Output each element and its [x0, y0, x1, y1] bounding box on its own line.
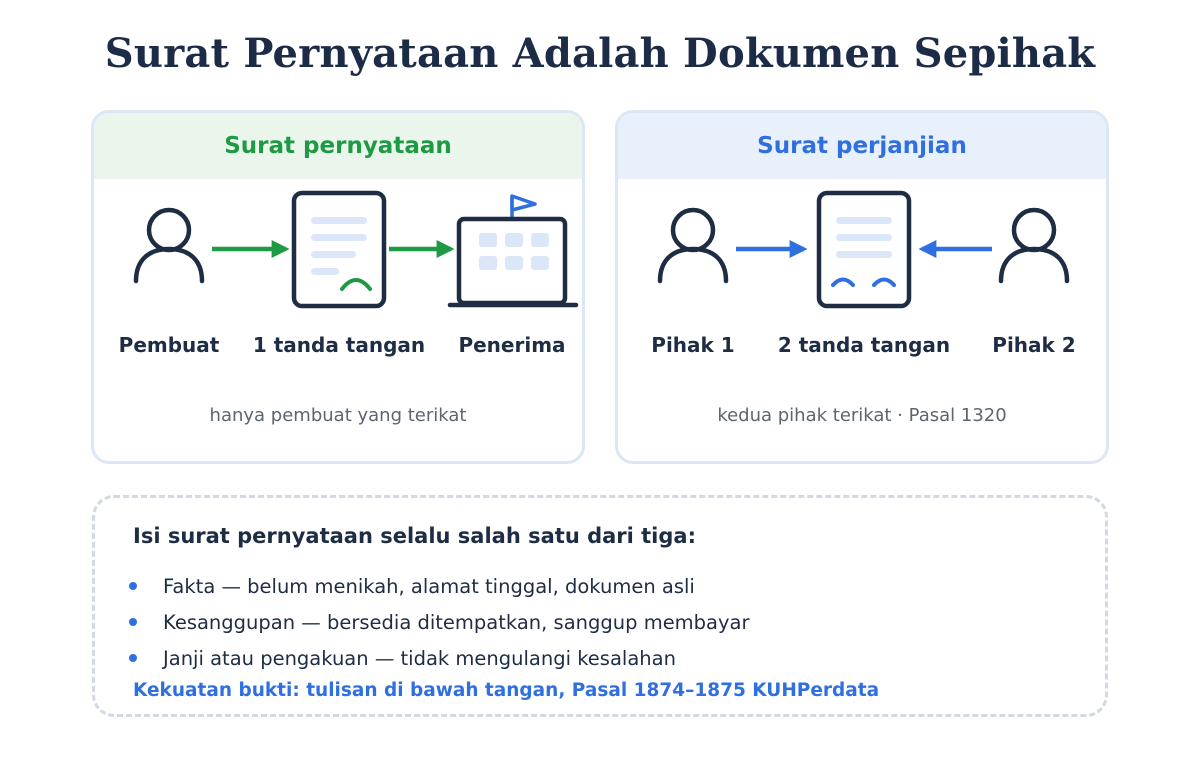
list-item: [129, 568, 750, 604]
card-surat-perjanjian: [615, 110, 1109, 464]
building-flag-icon: [450, 196, 576, 305]
info-list: [129, 568, 750, 676]
card-note: hanya pembuat yang terikat: [209, 405, 467, 426]
info-footnote: Kekuatan bukti: tulisan di bawah tangan, Pasal 1874–1875 KUHPerdata: [133, 680, 880, 701]
person-icon: [136, 210, 202, 281]
card-note: kedua pihak terikat · Pasal 1320: [717, 405, 1007, 426]
node-label-pihak-1: Pihak 1: [651, 333, 735, 357]
bullet-icon: [129, 582, 137, 590]
list-item-text: Fakta — belum menikah, alamat tinggal, dokumen asli: [163, 574, 695, 598]
info-heading: Isi surat pernyataan selalu salah satu dari tiga:: [133, 524, 696, 548]
document-icon: [819, 193, 909, 306]
bullet-icon: [129, 618, 137, 626]
list-item: [129, 604, 750, 640]
info-box: [92, 495, 1108, 717]
node-label-penerima: Penerima: [458, 333, 566, 357]
card-surat-pernyataan: [91, 110, 585, 464]
card-heading: Surat pernyataan: [94, 113, 582, 179]
card-heading: Surat perjanjian: [618, 113, 1106, 179]
node-label-pihak-2: Pihak 2: [992, 333, 1076, 357]
document-icon: [294, 193, 384, 306]
person-icon: [660, 210, 726, 281]
list-item-text: Janji atau pengakuan — tidak mengulangi kesalahan: [163, 646, 676, 670]
node-label-pembuat: Pembuat: [118, 333, 220, 357]
page-title: Surat Pernyataan Adalah Dokumen Sepihak: [104, 30, 1096, 77]
node-label-signatures: 2 tanda tangan: [777, 333, 951, 357]
node-label-signatures: 1 tanda tangan: [252, 333, 426, 357]
person-icon: [1001, 210, 1067, 281]
list-item-text: Kesanggupan — bersedia ditempatkan, sanggup membayar: [163, 610, 750, 634]
unilateral-flow-diagram: [94, 179, 582, 319]
list-item: [129, 640, 750, 676]
bullet-icon: [129, 654, 137, 662]
bilateral-flow-diagram: [618, 179, 1106, 319]
